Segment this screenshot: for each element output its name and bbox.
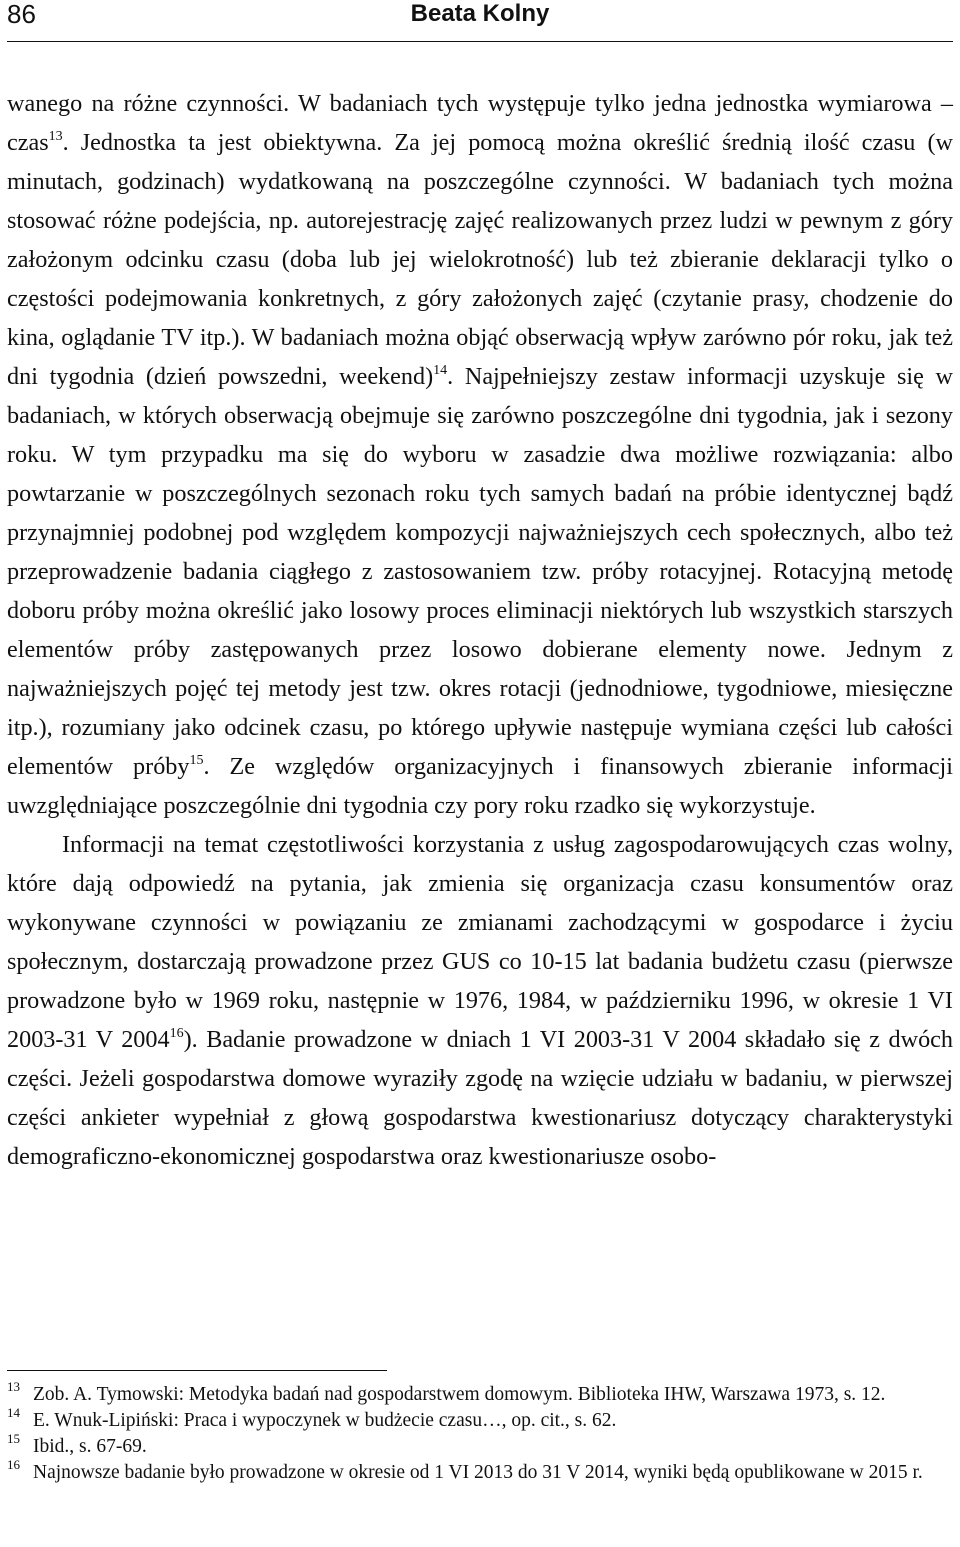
running-head-author: Beata Kolny (410, 0, 550, 27)
text-run: Informacji na temat częstotliwości korzystania z usług zagospodarowujących czas wolny, które dają odpowiedź na pytania, jak zmienia się organizacja czasu konsumentów oraz wykonywane czynności w powiązaniu ze zmianami zachodzącymi w gospodarce i życiu społecznym, dostarczają prowadzone przez GUS co 10-15 lat badania budżetu czasu (pierwsze prowadzone było w 1969 roku, następnie w 1976, 1984, w październiku 1996, w okresie 1 VI 2003-31 V 2004 (7, 831, 953, 1053)
footnote-text: E. Wnuk-Lipiński: Praca i wypoczynek w budżecie czasu…, op. cit., s. 62. (33, 1410, 617, 1431)
footnote-number: 13 (7, 1379, 20, 1394)
header-rule (7, 41, 953, 42)
body-text (7, 84, 953, 1176)
footnote-16 (7, 1457, 953, 1486)
footnotes (7, 1379, 953, 1486)
footnote-13 (7, 1379, 953, 1408)
footnote-number: 16 (7, 1457, 20, 1472)
page-header (0, 0, 960, 46)
paragraph-2 (7, 825, 953, 1176)
footnote-ref-15: 15 (189, 753, 204, 768)
text-run: ). Badanie prowadzone w dniach 1 VI 2003-31 V 2004 składało się z dwóch części. Jeżeli gospodarstwa domowe wyraziły zgodę na wzięcie udziału w badaniu, w pierwszej części ankieter wypełniał z głową gospodarstwa kwestionariusz dotyczący charakterystyki demograficzno-ekonomicznej gospodarstwa oraz kwestionariusze osobo- (7, 1026, 953, 1170)
footnote-ref-16: 16 (169, 1026, 184, 1041)
text-run: . Ze względów organizacyjnych i finansowych zbieranie informacji uwzględniające poszczególnie dni tygodnia czy pory roku rzadko się wykorzystuje. (7, 753, 954, 819)
text-run: wanego na różne czynności. W badaniach tych występuje tylko jedna jednostka wymiarowa – czas (7, 90, 953, 156)
text-run: . Jednostka ta jest obiektywna. Za jej pomocą można określić średnią ilość czasu (w minutach, godzinach) wydatkowaną na poszczególne czynności. W badaniach tych można stosować różne podejścia, np. autorejestrację zajęć realizowanych przez ludzi w pewnym z góry założonym odcinku czasu (doba lub jej wielokrotność) lub też zbieranie deklaracji tylko o częstości podejmowania konkretnych, z góry założonych zajęć (czytanie prasy, chodzenie do kina, oglądanie TV itp.). W badaniach można objąć obserwacją wpływ zarówno pór roku, jak też dni tygodnia (dzień powszedni, weekend) (7, 129, 953, 390)
footnote-rule (7, 1370, 387, 1371)
footnote-number: 15 (7, 1431, 20, 1446)
footnote-ref-14: 14 (433, 363, 448, 378)
footnote-text: Ibid., s. 67-69. (33, 1436, 147, 1457)
footnote-text: Najnowsze badanie było prowadzone w okresie od 1 VI 2013 do 31 V 2014, wyniki będą opublikowane w 2015 r. (33, 1462, 923, 1483)
footnote-15 (7, 1431, 953, 1460)
footnote-text: Zob. A. Tymowski: Metodyka badań nad gospodarstwem domowym. Biblioteka IHW, Warszawa 1973, s. 12. (33, 1384, 886, 1405)
text-run: . Najpełniejszy zestaw informacji uzyskuje się w badaniach, w których obserwacją obejmuje się zarówno poszczególne dni tygodnia, jak i sezony roku. W tym przypadku ma się do wyboru w zasadzie dwa możliwe rozwiązania: albo powtarzanie w poszczególnych sezonach roku tych samych badań na próbie identycznej bądź przynajmniej podobnej pod względem kompozycji najważniejszych cech społecznych, albo też przeprowadzenie badania ciągłego z zastosowaniem tzw. próby rotacyjnej. Rotacyjną metodę doboru próby można określić jako losowy proces eliminacji niektórych lub wszystkich starszych elementów próby zastępowanych przez losowo dobierane elementy nowe. Jednym z najważniejszych pojęć tej metody jest tzw. okres rotacji (jednodniowe, tygodniowe, miesięczne itp.), rozumiany jako odcinek czasu, po którego upływie następuje wymiana części lub całości elementów próby (7, 363, 953, 780)
page-number: 86 (7, 0, 36, 29)
paragraph-1 (7, 84, 953, 825)
footnote-number: 14 (7, 1405, 20, 1420)
footnote-ref-13: 13 (48, 129, 63, 144)
footnote-14 (7, 1405, 953, 1434)
